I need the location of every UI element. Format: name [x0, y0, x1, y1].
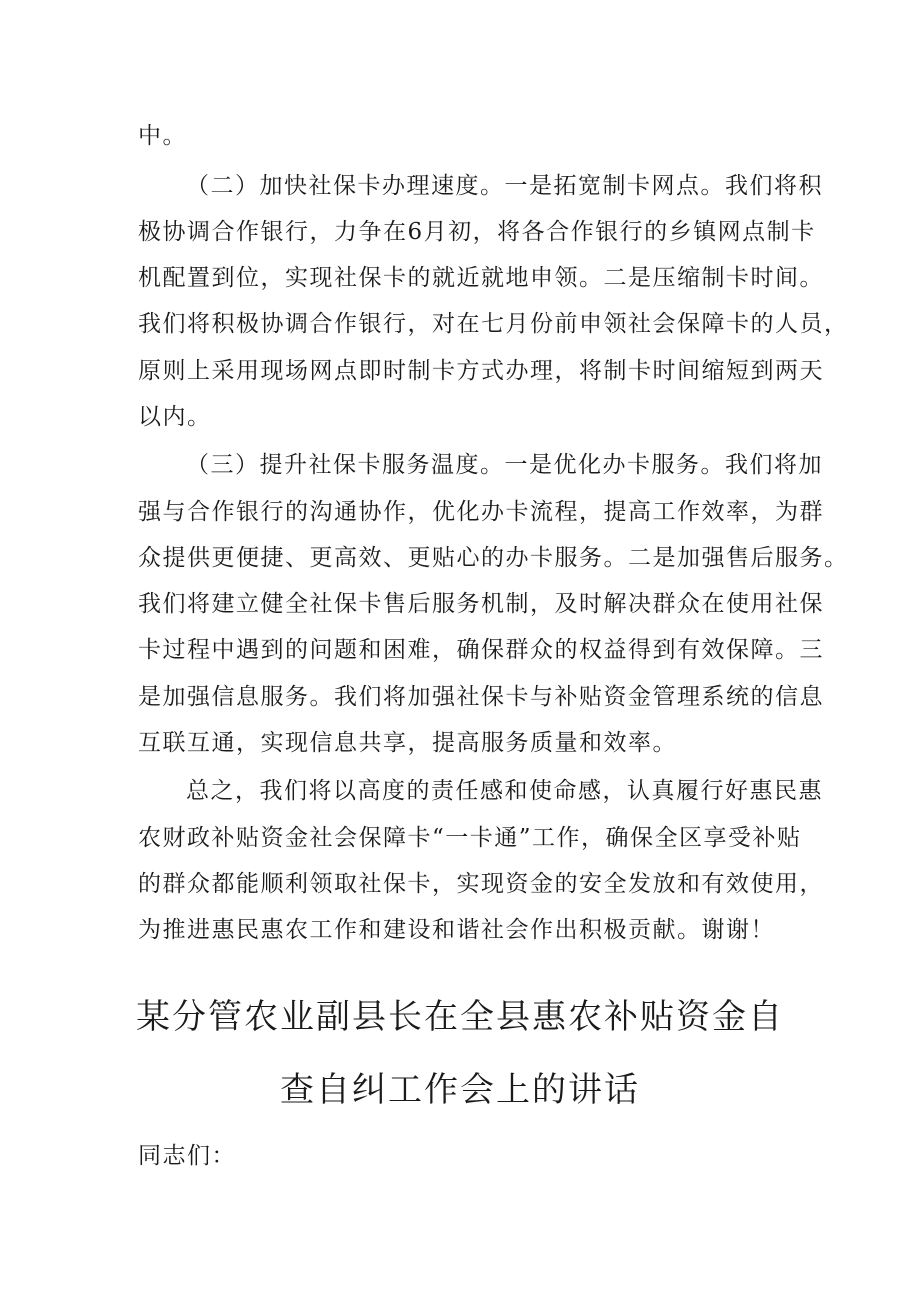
salutation: 同志们： — [138, 1143, 236, 1169]
paragraph-line: 农财政补贴资金社会保障卡“一卡通”工作，确保全区享受补贴 — [138, 825, 802, 851]
paragraph-line: 为推进惠民惠农工作和建设和谐社会作出积极贡献。谢谢！ — [138, 917, 775, 943]
paragraph-line: 是加强信息服务。我们将加强社保卡与补贴资金管理系统的信息 — [138, 684, 824, 710]
paragraph-line: （二）加快社保卡办理速度。一是拓宽制卡网点。我们将积 — [186, 173, 823, 199]
paragraph-line: 卡过程中遇到的问题和困难，确保群众的权益得到有效保障。三 — [138, 637, 824, 663]
paragraph-line: 中。 — [138, 123, 187, 149]
document-title-line-2: 查自纠工作会上的讲话 — [280, 1070, 640, 1110]
paragraph-line: 以内。 — [138, 404, 212, 430]
paragraph-line: （三）提升社保卡服务温度。一是优化办卡服务。我们将加 — [186, 452, 823, 478]
paragraph-line: 众提供更便捷、更高效、更贴心的办卡服务。二是加强售后服务。 — [138, 545, 849, 571]
paragraph-line: 强与合作银行的沟通协作，优化办卡流程，提高工作效率，为群 — [138, 499, 824, 525]
paragraph-line: 互联互通，实现信息共享，提高服务质量和效率。 — [138, 730, 677, 756]
paragraph-line: 的群众都能顺利领取社保卡，实现资金的安全发放和有效使用， — [138, 871, 824, 897]
paragraph-line: 我们将积极协调合作银行，对在七月份前申领社会保障卡的人员， — [138, 311, 849, 337]
paragraph-line: 我们将建立健全社保卡售后服务机制，及时解决群众在使用社保 — [138, 591, 824, 617]
paragraph-line: 原则上采用现场网点即时制卡方式办理，将制卡时间缩短到两天 — [138, 358, 824, 384]
paragraph-line: 总之，我们将以高度的责任感和使命感，认真履行好惠民惠 — [186, 778, 823, 804]
document-title-line-1: 某分管农业副县长在全县惠农补贴资金自 — [136, 997, 784, 1037]
paragraph-line: 机配置到位，实现社保卡的就近就地申领。二是压缩制卡时间。 — [138, 265, 824, 291]
paragraph-line: 极协调合作银行，力争在6月初，将各合作银行的乡镇网点制卡 — [138, 219, 816, 245]
